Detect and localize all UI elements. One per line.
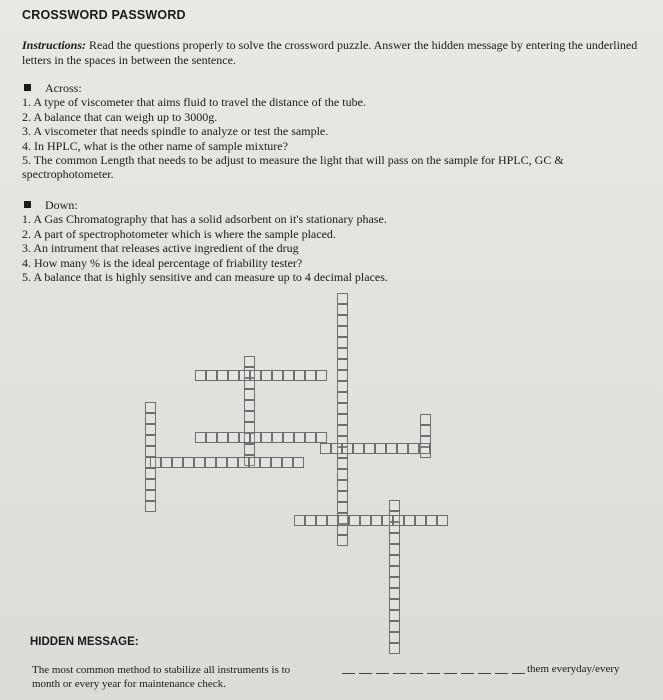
across-5-cell[interactable] — [305, 515, 316, 526]
across-clue-1: 1. A type of viscometer that aims fluid to travel the distance of the tube. — [22, 95, 366, 110]
across-5-cell[interactable] — [415, 515, 426, 526]
bullet-icon — [24, 201, 31, 208]
across-2-cell[interactable] — [294, 432, 305, 443]
hidden-message-continuation: them everyday/every — [527, 663, 620, 675]
down-1-cell[interactable] — [337, 315, 348, 326]
down-5-cell[interactable] — [389, 610, 400, 621]
across-3-cell[interactable] — [260, 457, 271, 468]
down-1-cell[interactable] — [337, 293, 348, 304]
across-2-cell[interactable] — [228, 432, 239, 443]
down-3-cell[interactable] — [145, 435, 156, 446]
down-3-cell[interactable] — [145, 424, 156, 435]
across-5-cell[interactable] — [316, 515, 327, 526]
down-3-cell[interactable] — [145, 501, 156, 512]
across-4-cell[interactable] — [375, 443, 386, 454]
across-3-cell[interactable] — [271, 457, 282, 468]
down-1-cell[interactable] — [337, 381, 348, 392]
hidden-message-line-1: The most common method to stabilize all instruments is to — [32, 664, 291, 676]
hidden-message-blank[interactable] — [495, 673, 508, 674]
down-2-cell[interactable] — [244, 411, 255, 422]
down-5-cell[interactable] — [389, 621, 400, 632]
down-5-cell[interactable] — [389, 566, 400, 577]
down-1-cell[interactable] — [337, 469, 348, 480]
down-4-cell[interactable] — [420, 414, 431, 425]
hidden-message-blank[interactable] — [427, 673, 440, 674]
across-4-cell[interactable] — [419, 443, 430, 454]
across-1-cell[interactable] — [294, 370, 305, 381]
down-5-cell[interactable] — [389, 500, 400, 511]
across-clue-4: 4. In HPLC, what is the other name of sample mixture? — [22, 138, 288, 153]
across-3-cell[interactable] — [216, 457, 227, 468]
across-clue-2: 2. A balance that can weigh up to 3000g. — [22, 109, 218, 124]
across-4-cell[interactable] — [331, 443, 342, 454]
down-1-cell[interactable] — [337, 480, 348, 491]
across-1-cell[interactable] — [250, 370, 261, 381]
across-2-cell[interactable] — [316, 432, 327, 443]
down-5-cell[interactable] — [389, 643, 400, 654]
down-3-cell[interactable] — [145, 490, 156, 501]
instructions — [22, 38, 647, 68]
across-heading: Across: — [45, 81, 82, 95]
across-1-cell[interactable] — [228, 370, 239, 381]
down-clue-3: 3. An intrument that releases active ingredient of the drug — [22, 241, 299, 256]
down-3-cell[interactable] — [145, 402, 156, 413]
across-2-cell[interactable] — [250, 432, 261, 443]
down-2-cell[interactable] — [244, 444, 255, 455]
across-1-cell[interactable] — [261, 370, 272, 381]
across-5-cell[interactable] — [338, 515, 349, 526]
across-4-cell[interactable] — [408, 443, 419, 454]
across-2-cell[interactable] — [283, 432, 294, 443]
down-clue-4: 4. How many % is the ideal percentage of friability tester? — [22, 255, 303, 270]
down-1-cell[interactable] — [337, 491, 348, 502]
down-1-cell[interactable] — [337, 392, 348, 403]
bullet-icon — [24, 84, 31, 91]
down-3-cell[interactable] — [145, 479, 156, 490]
across-1-cell[interactable] — [206, 370, 217, 381]
down-clue-2: 2. A part of spectrophotometer which is where the sample placed. — [22, 226, 336, 241]
across-5-cell[interactable] — [327, 515, 338, 526]
across-5-cell[interactable] — [437, 515, 448, 526]
down-5-cell[interactable] — [389, 588, 400, 599]
down-clue-1: 1. A Gas Chromatography that has a solid adsorbent on it's stationary phase. — [22, 212, 387, 227]
down-clues — [22, 198, 388, 284]
down-1-cell[interactable] — [337, 337, 348, 348]
down-4-cell[interactable] — [420, 425, 431, 436]
across-3-cell[interactable] — [205, 457, 216, 468]
hidden-message-blank[interactable] — [444, 673, 457, 674]
down-2-cell[interactable] — [244, 389, 255, 400]
across-3-cell[interactable] — [172, 457, 183, 468]
down-3-cell[interactable] — [145, 413, 156, 424]
across-3-cell[interactable] — [194, 457, 205, 468]
across-1-cell[interactable] — [305, 370, 316, 381]
down-5-cell[interactable] — [389, 544, 400, 555]
across-4-cell[interactable] — [397, 443, 408, 454]
hidden-message-blank[interactable] — [478, 673, 491, 674]
down-5-cell[interactable] — [389, 632, 400, 643]
down-1-cell[interactable] — [337, 359, 348, 370]
across-4-cell[interactable] — [320, 443, 331, 454]
hidden-message-line-2: month or every year for maintenance check. — [32, 678, 226, 690]
down-3-cell[interactable] — [145, 468, 156, 479]
across-2-cell[interactable] — [305, 432, 316, 443]
across-5-cell[interactable] — [382, 515, 393, 526]
down-1-cell[interactable] — [337, 348, 348, 359]
across-2-cell[interactable] — [261, 432, 272, 443]
down-3-cell[interactable] — [145, 446, 156, 457]
across-5-cell[interactable] — [294, 515, 305, 526]
across-5-cell[interactable] — [360, 515, 371, 526]
across-3-cell[interactable] — [227, 457, 238, 468]
across-4-cell[interactable] — [364, 443, 375, 454]
across-2-cell[interactable] — [217, 432, 228, 443]
down-5-cell[interactable] — [389, 577, 400, 588]
down-1-cell[interactable] — [337, 425, 348, 436]
across-5-cell[interactable] — [393, 515, 404, 526]
down-1-cell[interactable] — [337, 403, 348, 414]
across-3-cell[interactable] — [293, 457, 304, 468]
across-5-cell[interactable] — [404, 515, 415, 526]
hidden-message-blank[interactable] — [393, 673, 406, 674]
across-2-cell[interactable] — [195, 432, 206, 443]
across-3-cell[interactable] — [282, 457, 293, 468]
page-title: CROSSWORD PASSWORD — [22, 8, 186, 22]
hidden-message-blank[interactable] — [359, 673, 372, 674]
down-heading: Down: — [45, 198, 78, 212]
down-1-cell[interactable] — [337, 414, 348, 425]
down-1-cell[interactable] — [337, 502, 348, 513]
across-4-cell[interactable] — [342, 443, 353, 454]
across-1-cell[interactable] — [195, 370, 206, 381]
across-1-cell[interactable] — [316, 370, 327, 381]
down-1-cell[interactable] — [337, 326, 348, 337]
hidden-message-blank[interactable] — [512, 673, 525, 674]
across-5-cell[interactable] — [371, 515, 382, 526]
across-3-cell[interactable] — [161, 457, 172, 468]
instructions-label: Instructions: — [22, 38, 87, 52]
hidden-message-heading: HIDDEN MESSAGE: — [30, 636, 139, 648]
down-5-cell[interactable] — [389, 599, 400, 610]
across-3-cell[interactable] — [238, 457, 249, 468]
across-1-cell[interactable] — [272, 370, 283, 381]
across-1-cell[interactable] — [217, 370, 228, 381]
down-1-cell[interactable] — [337, 458, 348, 469]
across-3-cell[interactable] — [249, 457, 260, 468]
across-3-cell[interactable] — [150, 457, 161, 468]
across-5-cell[interactable] — [426, 515, 437, 526]
hidden-message-blank[interactable] — [461, 673, 474, 674]
across-4-cell[interactable] — [386, 443, 397, 454]
down-2-cell[interactable] — [244, 356, 255, 367]
hidden-message-blank[interactable] — [376, 673, 389, 674]
across-clue-5: 5. The common Length that needs to be adjust to measure the light that will pass on the sample for HPLC, GC & spectrophotometer. — [22, 153, 564, 182]
down-5-cell[interactable] — [389, 533, 400, 544]
hidden-message-blank[interactable] — [410, 673, 423, 674]
hidden-message-blank[interactable] — [342, 673, 355, 674]
across-2-cell[interactable] — [206, 432, 217, 443]
across-1-cell[interactable] — [239, 370, 250, 381]
across-1-cell[interactable] — [283, 370, 294, 381]
down-2-cell[interactable] — [244, 400, 255, 411]
across-2-cell[interactable] — [239, 432, 250, 443]
down-1-cell[interactable] — [337, 370, 348, 381]
down-1-cell[interactable] — [337, 304, 348, 315]
instructions-text: Read the questions properly to solve the crossword puzzle. Answer the hidden message by entering the underlined letters in the spaces in between the sentence. — [22, 38, 638, 67]
across-5-cell[interactable] — [349, 515, 360, 526]
down-clue-5: 5. A balance that is highly sensitive and can measure up to 4 decimal places. — [22, 270, 388, 285]
down-1-cell[interactable] — [337, 535, 348, 546]
down-5-cell[interactable] — [389, 555, 400, 566]
across-3-cell[interactable] — [183, 457, 194, 468]
across-clues — [22, 81, 652, 182]
across-4-cell[interactable] — [353, 443, 364, 454]
across-clue-3: 3. A viscometer that needs spindle to analyze or test the sample. — [22, 124, 329, 139]
across-2-cell[interactable] — [272, 432, 283, 443]
